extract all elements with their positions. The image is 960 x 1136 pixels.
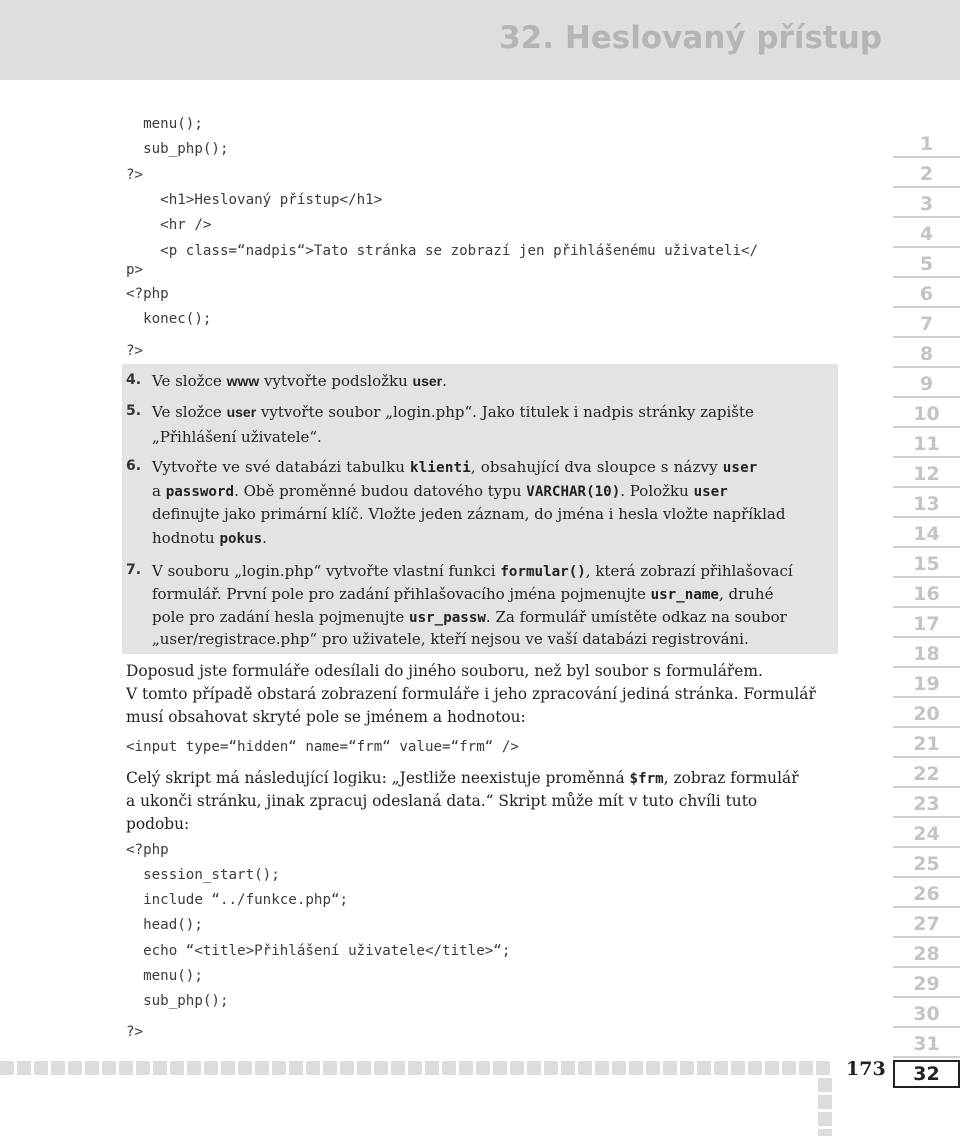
chapter-index-item: 31 xyxy=(893,1030,960,1058)
chapter-index-item: 14 xyxy=(893,520,960,548)
code-line: <?php xyxy=(126,286,169,302)
step-7-l3c: . Za formulář umístěte odkaz na soubor xyxy=(485,608,787,626)
step-6-column-password: password xyxy=(165,484,235,500)
step-6-column-user-2: user xyxy=(693,484,728,500)
chapter-index-item: 12 xyxy=(893,460,960,488)
step-6-l2e: . Položku xyxy=(620,482,694,500)
chapter-index-item: 15 xyxy=(893,550,960,578)
step-5-t2: vytvořte soubor „login.php“. Jako titulek i nadpis stránky zapište xyxy=(256,403,754,421)
step-7-l3a: pole pro zadání hesla pojmenujte xyxy=(152,608,410,626)
code-line: head(); xyxy=(126,917,203,933)
code-line: konec(); xyxy=(126,311,212,327)
code-line: include “../funkce.php“; xyxy=(126,892,349,908)
step-4-t2: vytvořte podsložku xyxy=(259,372,413,390)
step-6-value-pokus: pokus xyxy=(219,531,263,547)
paragraph-1-line-2: V tomto případě obstará zobrazení formuláře i jeho zpracování jediná stránka. Formulář xyxy=(126,685,816,703)
paragraph-2-line-1 xyxy=(126,769,799,787)
chapter-index-item: 1 xyxy=(893,130,960,158)
step-7-l1c: , která zobrazí přihlašovací xyxy=(585,562,793,580)
chapter-index-item: 29 xyxy=(893,970,960,998)
chapter-index-item: 6 xyxy=(893,280,960,308)
chapter-index-item: 25 xyxy=(893,850,960,878)
chapter-index-item: 20 xyxy=(893,700,960,728)
code-line: menu(); xyxy=(126,116,203,132)
chapter-index xyxy=(893,130,960,1090)
code-line: session_start(); xyxy=(126,867,280,883)
step-6-line-4 xyxy=(152,529,267,547)
chapter-index-item: 9 xyxy=(893,370,960,398)
code-hidden-input: <input type=“hidden“ name=“frm“ value=“frm“ /> xyxy=(126,739,519,755)
chapter-index-item: 5 xyxy=(893,250,960,278)
chapter-index-item: 10 xyxy=(893,400,960,428)
chapter-index-item: 16 xyxy=(893,580,960,608)
step-6-l4c: . xyxy=(262,529,267,547)
paragraph-2-line-3: podobu: xyxy=(126,815,190,833)
step-7-line-3 xyxy=(152,608,787,626)
step-7-field-usr-name: usr_name xyxy=(650,587,719,603)
chapter-index-item: 13 xyxy=(893,490,960,518)
step-6-l2c: . Obě proměnné budou datového typu xyxy=(234,482,527,500)
chapter-index-item: 21 xyxy=(893,730,960,758)
step-5-line-1 xyxy=(152,403,754,421)
code-line: echo “<title>Přihlášení uživatele</title>“; xyxy=(126,943,511,959)
step-6-column-user: user xyxy=(722,460,758,476)
step-4-folder-user: user xyxy=(412,373,443,389)
step-5-line-2: „Přihlášení uživatele“. xyxy=(152,428,322,446)
chapter-index-item: 24 xyxy=(893,820,960,848)
chapter-index-item: 17 xyxy=(893,610,960,638)
step-7-l2: formulář. První pole pro zadání přihlašovacího jména pojmenujte xyxy=(152,585,651,603)
chapter-index-item: 18 xyxy=(893,640,960,668)
step-6-table-name: klienti xyxy=(410,460,471,476)
step-7-function-name: formular() xyxy=(500,564,586,580)
chapter-index-item: 8 xyxy=(893,340,960,368)
step-7-l1a: V souboru „login.php“ vytvořte vlastní funkci xyxy=(152,562,501,580)
chapter-index-active: 32 xyxy=(893,1060,960,1088)
code-line: sub_php(); xyxy=(126,141,229,157)
step-4-t1: Ve složce xyxy=(152,372,227,390)
paragraph-2-variable: $frm xyxy=(629,771,664,787)
code-line: <hr /> xyxy=(126,217,212,233)
step-6-type: VARCHAR(10) xyxy=(526,484,621,500)
chapter-index-item: 27 xyxy=(893,910,960,938)
step-6-line-1 xyxy=(152,458,757,476)
chapter-index-item: 7 xyxy=(893,310,960,338)
chapter-index-item: 28 xyxy=(893,940,960,968)
chapter-index-item: 30 xyxy=(893,1000,960,1028)
code-line: menu(); xyxy=(126,968,203,984)
step-number-6: 6. xyxy=(126,458,142,474)
step-number-5: 5. xyxy=(126,403,142,419)
step-number-7: 7. xyxy=(126,562,142,578)
chapter-index-item: 4 xyxy=(893,220,960,248)
chapter-index-item: 22 xyxy=(893,760,960,788)
code-line: ?> xyxy=(126,343,144,359)
chapter-index-item: 26 xyxy=(893,880,960,908)
step-4-t3: . xyxy=(442,372,447,390)
step-5-t1: Ve složce xyxy=(152,403,227,421)
paragraph-1-line-3: musí obsahovat skryté pole se jménem a hodnotou: xyxy=(126,708,526,726)
chapter-index-item: 19 xyxy=(893,670,960,698)
step-4-text xyxy=(152,372,447,390)
step-5-folder-user: user xyxy=(226,404,257,420)
step-4-folder-www: www xyxy=(226,373,260,389)
step-6-line-3: definujte jako primární klíč. Vložte jeden záznam, do jména i hesla vložte například xyxy=(152,505,786,523)
paragraph-1-line-1: Doposud jste formuláře odesílali do jiného souboru, než byl soubor s formulářem. xyxy=(126,662,763,680)
code-line: <?php xyxy=(126,842,169,858)
page-number: 173 xyxy=(846,1058,886,1080)
step-7-line-2 xyxy=(152,585,773,603)
chapter-index-item: 11 xyxy=(893,430,960,458)
footer-decoration xyxy=(0,1061,832,1075)
step-number-4: 4. xyxy=(126,372,142,388)
chapter-index-item: 3 xyxy=(893,190,960,218)
step-7-line-1 xyxy=(152,562,793,580)
step-6-l1a: Vytvořte ve své databázi tabulku xyxy=(152,458,411,476)
step-6-l4a: hodnotu xyxy=(152,529,220,547)
paragraph-2-l1c: , zobraz formulář xyxy=(663,769,799,787)
chapter-index-item: 23 xyxy=(893,790,960,818)
step-6-l2a: a xyxy=(152,482,166,500)
code-line: ?> xyxy=(126,1024,144,1040)
step-7-line-4: „user/registrace.php“ pro uživatele, kteří nejsou ve vaší databázi registrováni. xyxy=(152,630,749,648)
code-line: sub_php(); xyxy=(126,993,229,1009)
paragraph-2-l1a: Celý skript má následující logiku: „Jestliže neexistuje proměnná xyxy=(126,769,630,787)
step-6-l1c: , obsahující dva sloupce s názvy xyxy=(470,458,723,476)
paragraph-2-line-2: a ukonči stránku, jinak zpracuj odeslaná data.“ Skript může mít v tuto chvíli tuto xyxy=(126,792,758,810)
code-line: <p class=“nadpis“>Tato stránka se zobrazí jen přihlášenému uživateli</ xyxy=(126,243,759,259)
chapter-title: 32. Heslovaný přístup xyxy=(499,20,882,56)
footer-vertical-decoration xyxy=(818,1078,832,1136)
page-header xyxy=(0,0,960,80)
chapter-index-item: 2 xyxy=(893,160,960,188)
code-line: p> xyxy=(126,262,144,278)
code-line: ?> xyxy=(126,167,144,183)
code-line: <h1>Heslovaný přístup</h1> xyxy=(126,192,383,208)
step-7-l2c: , druhé xyxy=(718,585,774,603)
step-7-field-usr-passw: usr_passw xyxy=(409,610,486,626)
step-6-line-2 xyxy=(152,482,728,500)
